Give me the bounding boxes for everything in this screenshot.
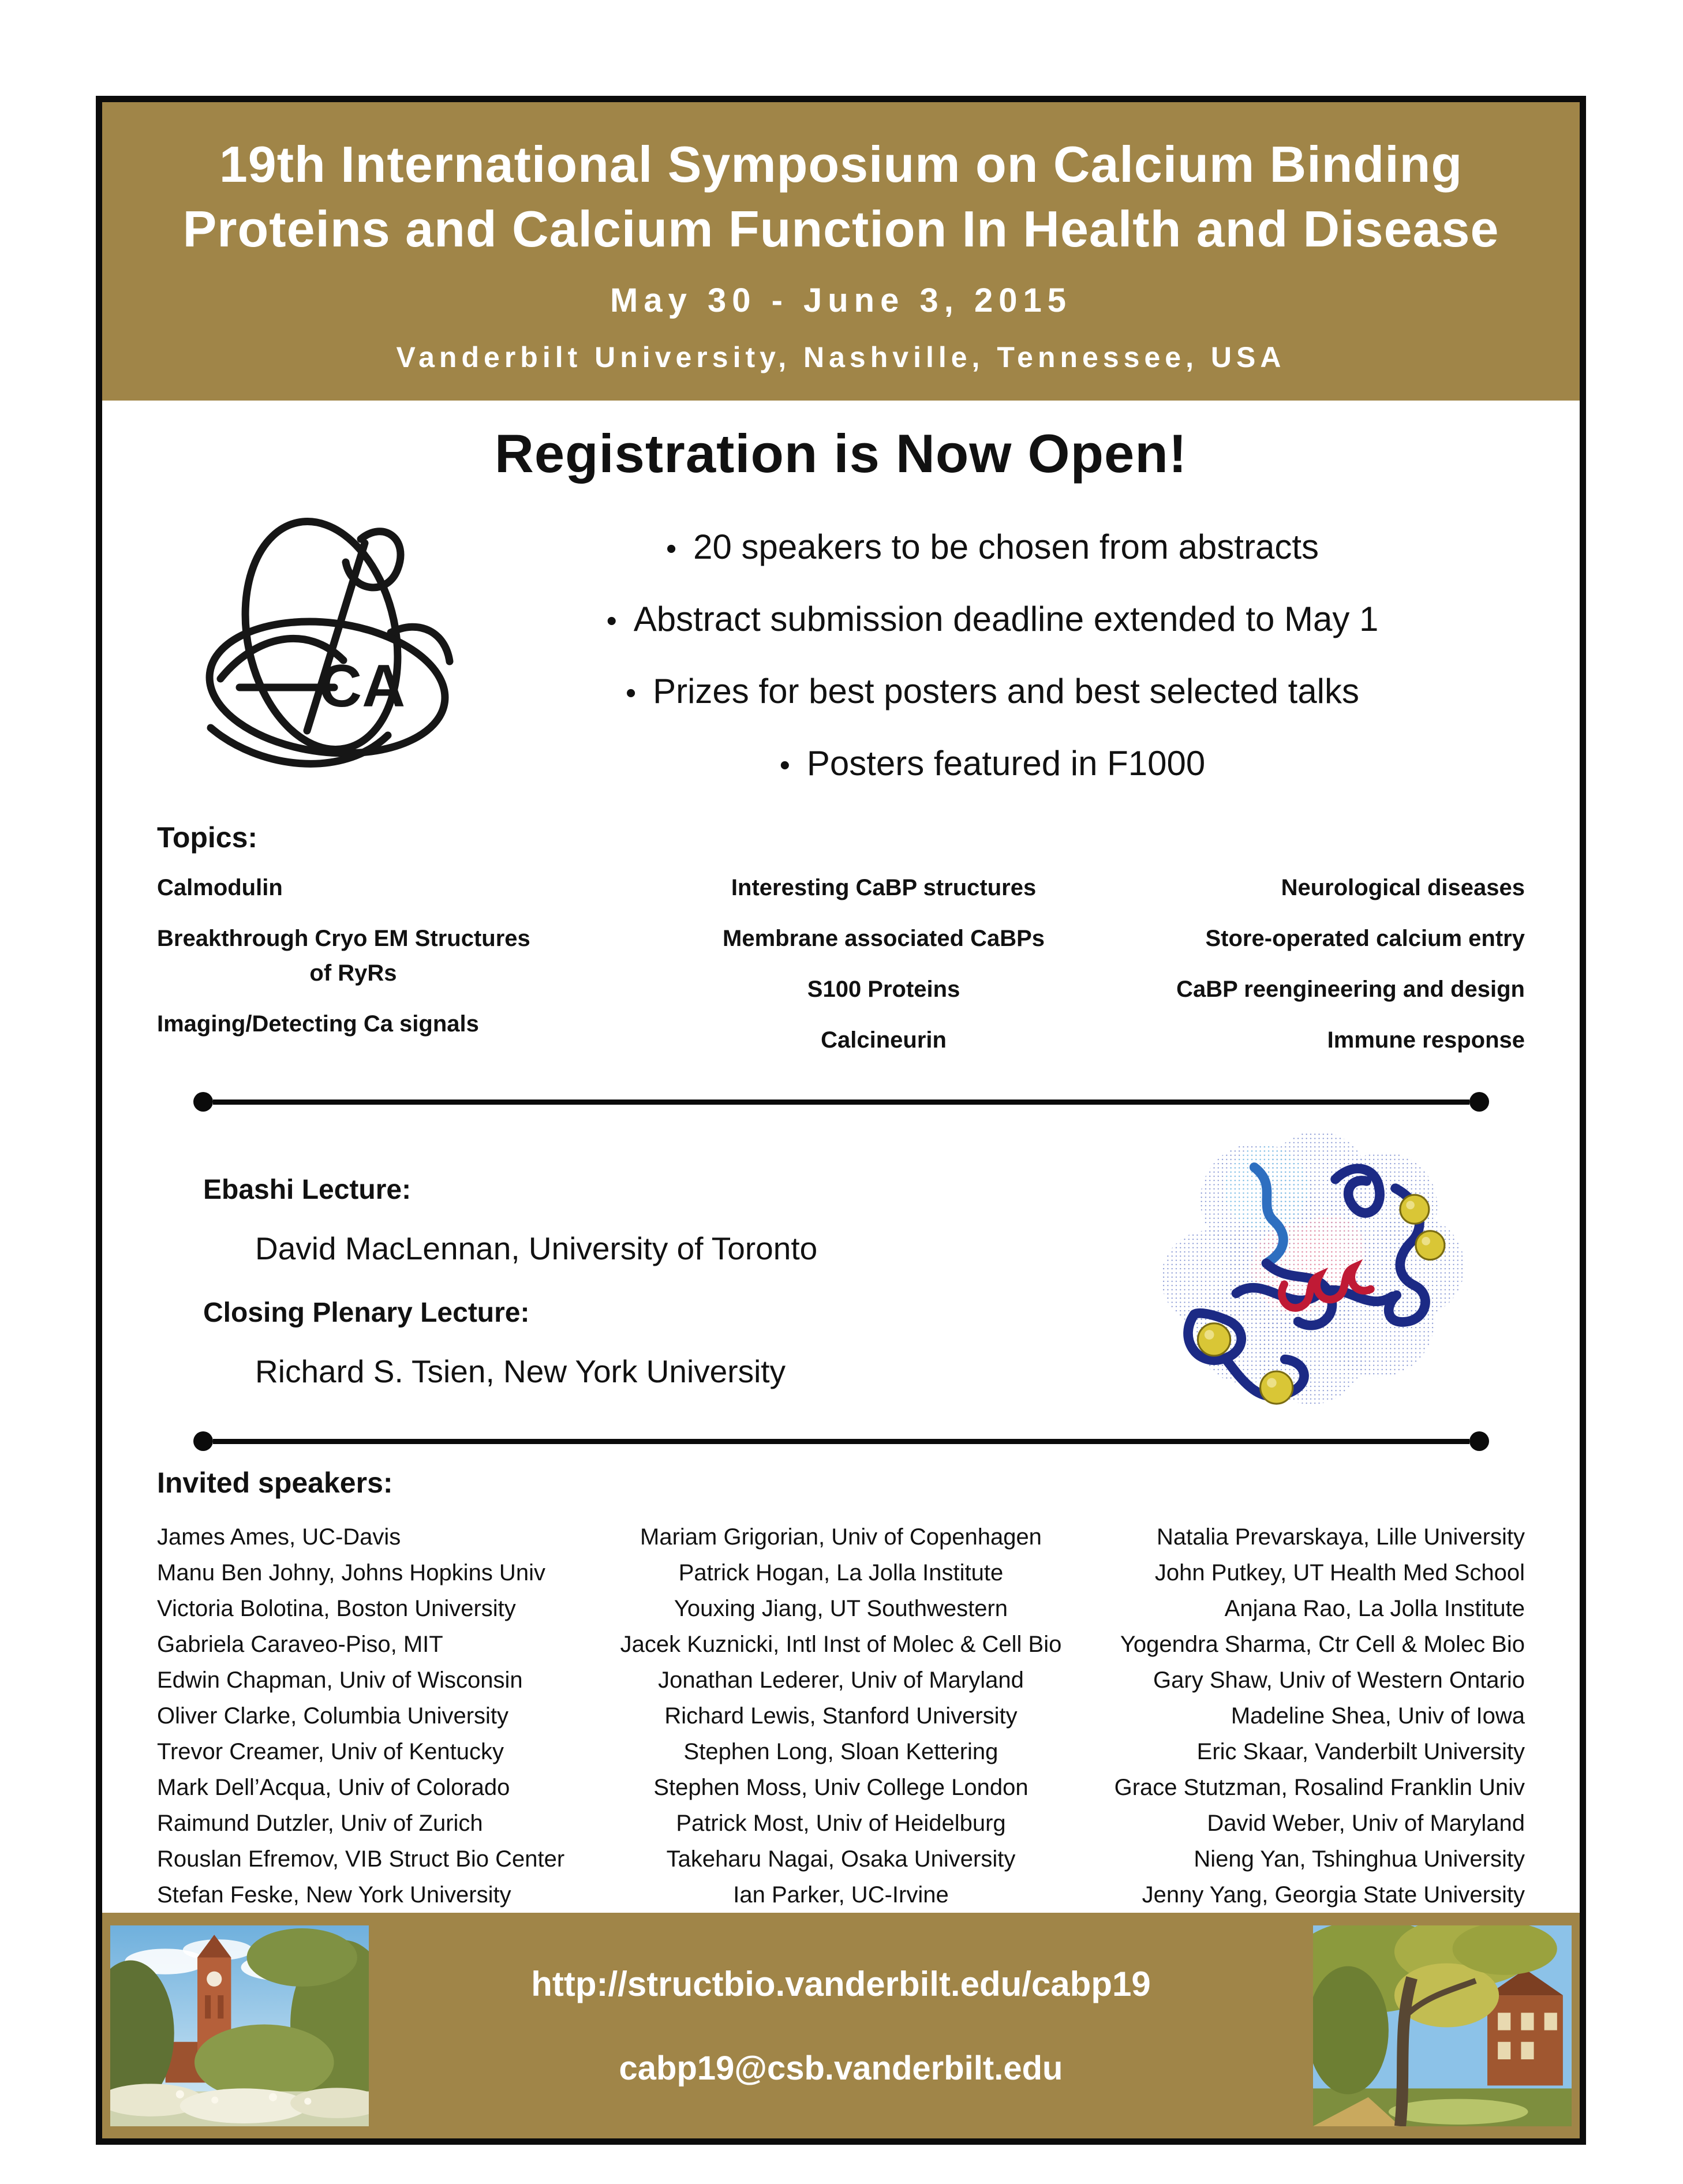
speaker-item: Stephen Moss, Univ College London bbox=[653, 1775, 1028, 1800]
speaker-item: Trevor Creamer, Univ of Kentucky bbox=[157, 1739, 504, 1764]
speaker-item: Oliver Clarke, Columbia University bbox=[157, 1703, 509, 1729]
flyer-page bbox=[96, 96, 1586, 2145]
closing-lecture-label: Closing Plenary Lecture: bbox=[203, 1297, 530, 1328]
contact-email: cabp19@csb.vanderbilt.edu bbox=[619, 2049, 1063, 2087]
speaker-item: Ian Parker, UC-Irvine bbox=[733, 1882, 949, 1908]
speaker-item: Natalia Prevarskaya, Lille University bbox=[1156, 1524, 1525, 1550]
footer-banner bbox=[102, 1913, 1580, 2138]
speaker-item: Nieng Yan, Tshinghua University bbox=[1194, 1846, 1525, 1872]
topic-item: Imaging/Detecting Ca signals bbox=[157, 1011, 479, 1037]
topic-item: Membrane associated CaBPs bbox=[723, 926, 1045, 951]
title-line2: Proteins and Calcium Function In Health and Disease bbox=[182, 200, 1499, 257]
topic-item: Store-operated calcium entry bbox=[1205, 926, 1525, 951]
topic-item: Breakthrough Cryo EM Structures bbox=[157, 926, 530, 951]
speaker-item: Gabriela Caraveo-Piso, MIT bbox=[157, 1632, 443, 1657]
topic-item: CaBP reengineering and design bbox=[1176, 977, 1525, 1002]
topics-column-1 bbox=[157, 874, 670, 1077]
speaker-item: Eric Skaar, Vanderbilt University bbox=[1196, 1739, 1525, 1764]
registration-heading: Registration is Now Open! bbox=[494, 423, 1188, 484]
lectures-text bbox=[203, 1138, 817, 1390]
topic-item-continuation: of RyRs bbox=[309, 960, 397, 986]
registration-bullets bbox=[460, 488, 1525, 815]
separator-endpoint-dot bbox=[1469, 1092, 1489, 1112]
topic-item: Neurological diseases bbox=[1281, 875, 1525, 900]
campus-photo-right bbox=[1313, 1925, 1572, 2126]
speaker-item: John Putkey, UT Health Med School bbox=[1154, 1560, 1525, 1585]
speaker-item: Stephen Long, Sloan Kettering bbox=[683, 1739, 998, 1764]
website-url: http://structbio.vanderbilt.edu/cabp19 bbox=[531, 1964, 1151, 2003]
speaker-item: Richard Lewis, Stanford University bbox=[664, 1703, 1018, 1729]
separator-endpoint-dot bbox=[193, 1092, 213, 1112]
speaker-item: Manu Ben Johny, Johns Hopkins Univ bbox=[157, 1560, 545, 1585]
header-banner bbox=[102, 102, 1580, 401]
speaker-item: Gary Shaw, Univ of Western Ontario bbox=[1153, 1667, 1525, 1693]
speaker-item: Youxing Jiang, UT Southwestern bbox=[674, 1596, 1008, 1621]
ebashi-lecture-label: Ebashi Lecture: bbox=[203, 1175, 412, 1205]
speaker-item: Jenny Yang, Georgia State University bbox=[1142, 1882, 1525, 1908]
speakers-grid bbox=[157, 1519, 1525, 1913]
speaker-item: Edwin Chapman, Univ of Wisconsin bbox=[157, 1667, 523, 1693]
topic-item: S100 Proteins bbox=[807, 977, 960, 1002]
speaker-item: James Ames, UC-Davis bbox=[157, 1524, 401, 1550]
separator-line bbox=[193, 1431, 1489, 1451]
topics-heading: Topics: bbox=[157, 821, 258, 854]
bullet-item: • Posters featured in F1000 bbox=[460, 743, 1525, 786]
main-content bbox=[102, 401, 1580, 1913]
topic-item: Calcineurin bbox=[821, 1027, 947, 1053]
topic-item: Calmodulin bbox=[157, 875, 283, 900]
cabp-logo-icon bbox=[189, 488, 460, 806]
speaker-item: Patrick Most, Univ of Heidelburg bbox=[676, 1811, 1006, 1836]
event-location: Vanderbilt University, Nashville, Tennessee, USA bbox=[396, 341, 1286, 373]
svg-text:CA: CA bbox=[319, 653, 406, 720]
speaker-item: Rouslan Efremov, VIB Struct Bio Center bbox=[157, 1846, 565, 1872]
protein-structure-image bbox=[1135, 1116, 1487, 1416]
speaker-item: Victoria Bolotina, Boston University bbox=[157, 1596, 516, 1621]
speakers-column-2 bbox=[607, 1519, 1075, 1913]
speaker-item: Patrick Hogan, La Jolla Institute bbox=[678, 1560, 1004, 1585]
topics-grid bbox=[157, 874, 1525, 1077]
topics-section bbox=[157, 821, 1525, 1077]
speaker-item: Takeharu Nagai, Osaka University bbox=[666, 1846, 1016, 1872]
registration-row bbox=[157, 488, 1525, 815]
lectures-section bbox=[157, 1112, 1525, 1416]
topic-item: Interesting CaBP structures bbox=[731, 875, 1037, 900]
footer-contact bbox=[369, 1964, 1313, 2088]
ebashi-lecture-speaker: David MacLennan, University of Toronto bbox=[255, 1231, 818, 1266]
speaker-item: Mariam Grigorian, Univ of Copenhagen bbox=[640, 1524, 1042, 1550]
speaker-item: Grace Stutzman, Rosalind Franklin Univ bbox=[1114, 1775, 1525, 1800]
speaker-item: Madeline Shea, Univ of Iowa bbox=[1231, 1703, 1525, 1729]
campus-photo-left bbox=[110, 1925, 369, 2126]
speakers-column-3 bbox=[1075, 1519, 1525, 1913]
closing-lecture-speaker: Richard S. Tsien, New York University bbox=[255, 1353, 786, 1389]
bullet-item: • Abstract submission deadline extended to May 1 bbox=[460, 599, 1525, 642]
speaker-item: Jonathan Lederer, Univ of Maryland bbox=[658, 1667, 1024, 1693]
topic-item: Immune response bbox=[1327, 1027, 1525, 1053]
speakers-column-1 bbox=[157, 1519, 607, 1913]
separator-endpoint-dot bbox=[193, 1431, 213, 1451]
topics-column-3 bbox=[1097, 874, 1525, 1077]
speaker-item: Mark Dell’Acqua, Univ of Colorado bbox=[157, 1775, 510, 1800]
speaker-item: Yogendra Sharma, Ctr Cell & Molec Bio bbox=[1120, 1632, 1525, 1657]
speaker-item: David Weber, Univ of Maryland bbox=[1207, 1811, 1525, 1836]
topics-column-2 bbox=[670, 874, 1098, 1077]
event-dates: May 30 - June 3, 2015 bbox=[610, 282, 1072, 319]
separator-line bbox=[193, 1092, 1489, 1112]
speaker-item: Stefan Feske, New York University bbox=[157, 1882, 511, 1908]
title-line1: 19th International Symposium on Calcium Binding bbox=[219, 136, 1463, 193]
speaker-item: Anjana Rao, La Jolla Institute bbox=[1224, 1596, 1525, 1621]
bullet-item: • Prizes for best posters and best selected talks bbox=[460, 671, 1525, 714]
speaker-item: Raimund Dutzler, Univ of Zurich bbox=[157, 1811, 483, 1836]
speakers-heading: Invited speakers: bbox=[157, 1467, 393, 1499]
speaker-item: Jacek Kuznicki, Intl Inst of Molec & Cell Bio bbox=[620, 1632, 1062, 1657]
bullet-item: • 20 speakers to be chosen from abstracts bbox=[460, 526, 1525, 570]
separator-endpoint-dot bbox=[1469, 1431, 1489, 1451]
